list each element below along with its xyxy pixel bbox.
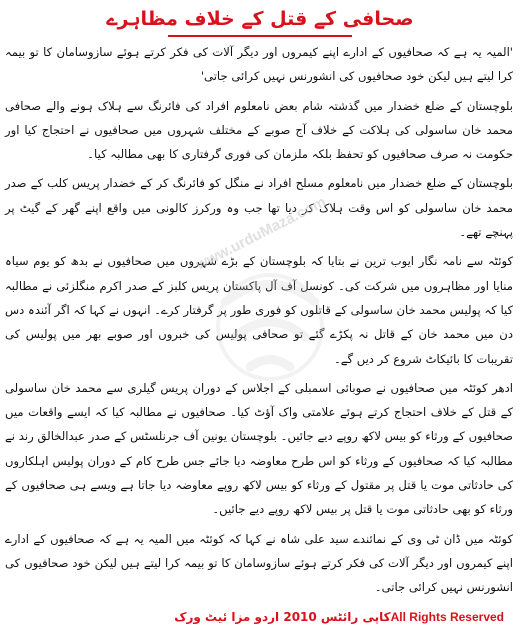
article-paragraph: 'المیہ یہ ہے کہ صحافیوں کے ادارے اپنے کیمروں اور دیگر آلات کی فکر کرتے ہوئے سازوسامان کا تو بیمہ کرا لیتے ہیں لیکن خود صحافیوں کی انشورنس نہیں کرائی جاتی' <box>5 45 513 84</box>
article-title: صحافی کے قتل کے خلاف مظاہرے <box>106 8 414 30</box>
title-underline <box>168 35 352 37</box>
article-paragraph: کوئٹہ میں ڈان ٹی وی کے نمائندے سید علی شاہ نے کہا کہ کوئٹہ میں المیہ یہ ہے کہ صحافیوں کے ادارے اپنے کیمروں اور دیگر آلات کی فکر کرتے ہوئے سازوسامان کا تو بیمہ کرا لیتے ہیں لیکن خود صحافیوں کی انشورنس نہیں کرائی جاتی۔ <box>5 531 513 595</box>
copyright-latin: All Rights Reserved <box>390 610 504 624</box>
copyright-footer <box>174 610 512 624</box>
article-body <box>5 40 513 605</box>
article-paragraph: ادھر کوئٹہ میں صحافیوں نے صوبائی اسمبلی کے اجلاس کے دوران پریس گیلری سے محمد خان ساسولی کے قتل کے خلاف احتجاج کرتے ہوئے علامتی واک آؤٹ کیا۔ صحافیوں نے مطالبہ کیا کہ ایسے واقعات میں صحافیوں کے ورثاء کو بیس لاکھ روپے دیے جائیں۔ بلوچستان یونین آف جرنلسٹس کے صدر عبدالخالق رند نے مطالبہ کیا کہ صحافیوں کے ورثاء کو اس طرح معاوضہ دیا جائے جس طرح کام کے دوران پولیس اہلکاروں کی حادثاتی موت یا قتل پر مقتول کے ورثاء کو بیس لاکھ روپے معاوضہ دیا جاتا ہے ویسے ہی صحافیوں کے ورثاء کو بھی حادثاتی موت یا قتل پر بیس لاکھ روپے دیے جائیں۔ <box>5 380 513 517</box>
copyright-urdu: کاپی رائٹس 2010 اردو مزا ئیٹ ورک <box>174 610 391 624</box>
watermark-url-text: www.urduMaza.com <box>193 193 329 274</box>
article-paragraph: بلوچستان کے ضلع خضدار میں گذشتہ شام بعض نامعلوم افراد کی فائرنگ سے ہلاک ہونے والے صحافی محمد خان ساسولی کی ہلاکت کے خلاف آج صوبے کے مختلف شہروں میں صحافیوں نے احتجاج کیا اور حکومت نہ صرف صحافیوں کو تحفظ بلکہ ملزمان کی فوری گرفتاری کا بھی مطالبہ کیا۔ <box>5 98 513 162</box>
article-paragraph: کوئٹہ سے نامہ نگار ایوب ترین نے بتایا کہ بلوچستان کے بڑے شہروں میں صحافیوں نے بدھ کو یوم سیاہ منایا اور مظاہروں میں شرکت کی۔ کونسل آف آل پاکستان پریس کلبز کے صدر اکرم منگلزئی نے مطالبہ کیا کہ پولیس محمد خان ساسولی کے قاتلوں کو فوری طور پر گرفتار کرے۔ انہوں نے کہا کہ اگر آئندہ دس دن میں محمد خان کے قاتل نہ پکڑے گئے تو صحافی پولیس کی خبروں اور صوبے بھر میں پولیس کی تقریبات کا بائیکاٹ شروع کر دیں گے۔ <box>5 254 513 366</box>
article-paragraph: بلوچستان کے ضلع خضدار میں نامعلوم مسلح افراد نے منگل کو فائرنگ کر کے خضدار پریس کلب کے صدر محمد خان ساسولی کو اس وقت ہلاک کر دیا تھا جب وہ ورکرز کالونی میں واقع اپنے گھر کے گیٹ پر پہنچے تھے۔ <box>5 176 513 240</box>
